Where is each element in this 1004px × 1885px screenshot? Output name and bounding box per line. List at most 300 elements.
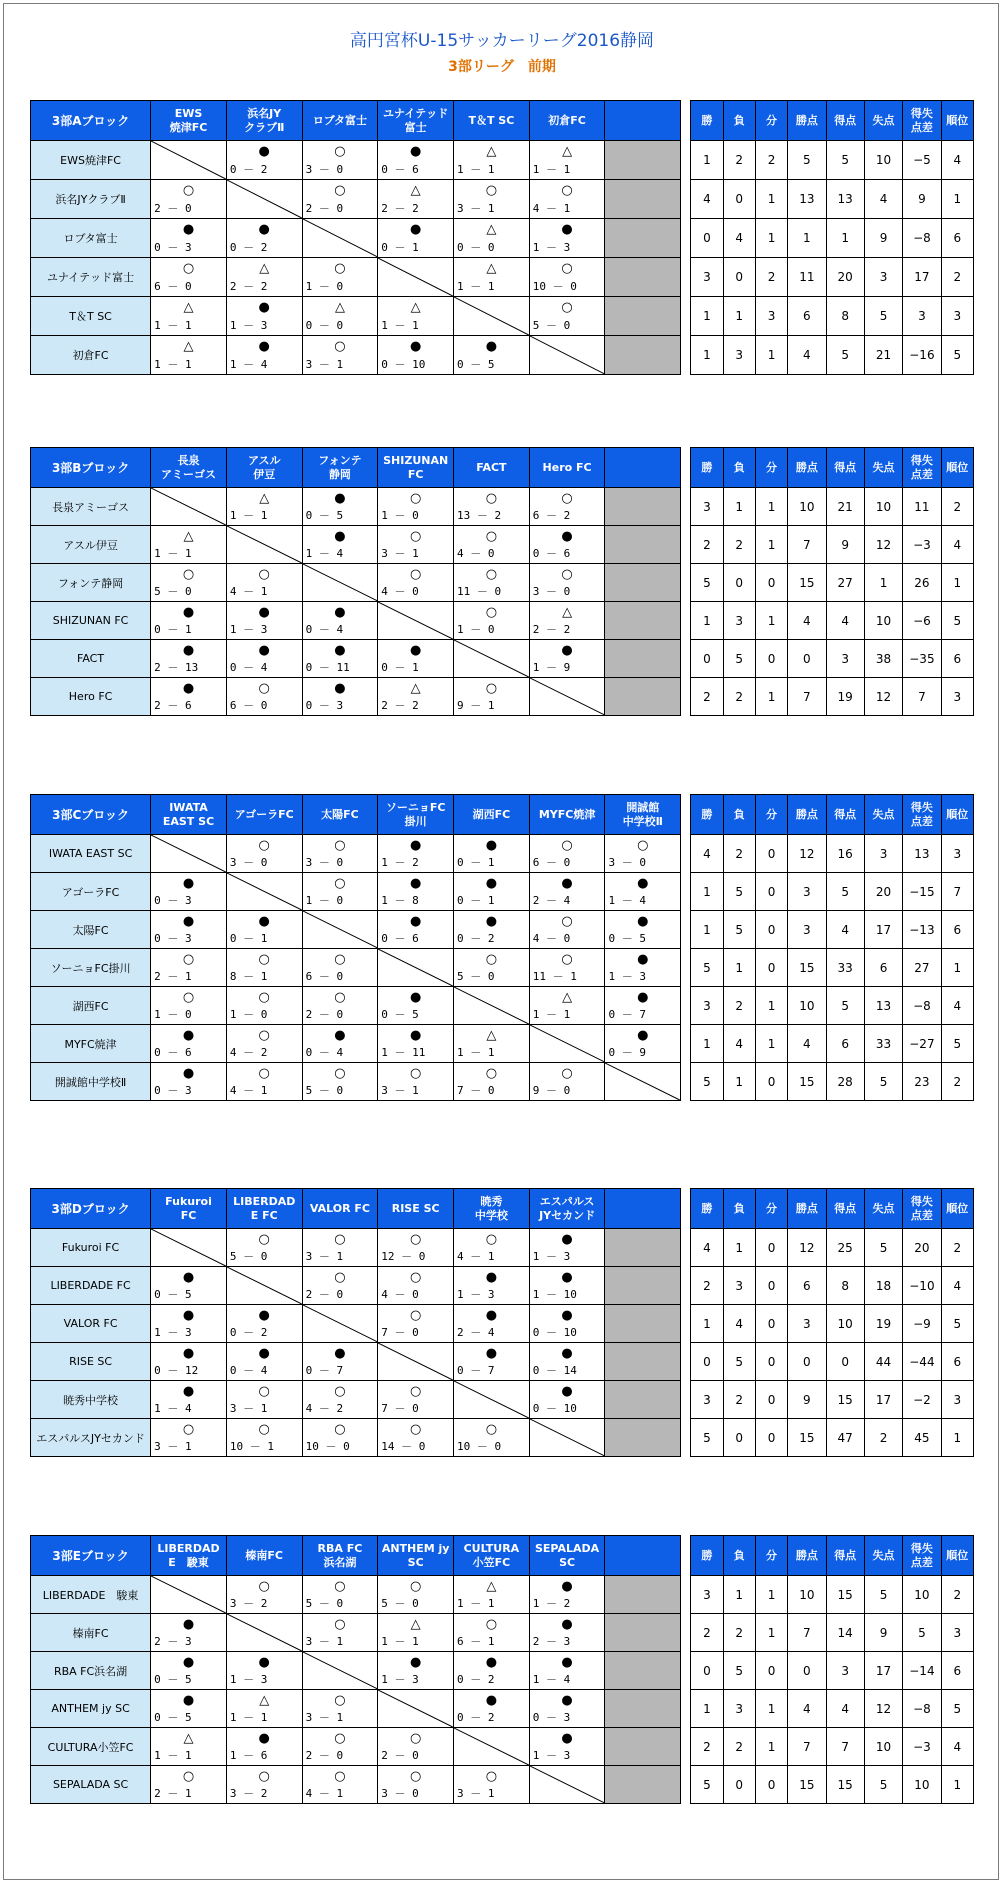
stat-header-line: 得失 — [910, 453, 933, 467]
column-gap — [681, 1343, 691, 1381]
result-mark: ● — [258, 1655, 270, 1670]
column-gap — [681, 1690, 691, 1728]
match-score: 1 － 1 — [154, 547, 192, 560]
stat-header — [755, 1536, 787, 1576]
stat-value: 5 — [691, 1419, 723, 1457]
row-team-name: フォンテ静岡 — [31, 564, 151, 602]
stat-header — [691, 795, 723, 835]
result-mark: △ — [410, 300, 421, 315]
match-result-cell — [302, 602, 378, 640]
empty-cell — [605, 1419, 681, 1457]
column-header-line: JYセカンド — [539, 1208, 596, 1222]
row-team-name: LIBERDADE 駿東 — [31, 1576, 151, 1614]
match-result-cell — [378, 1381, 454, 1419]
diagonal-cell — [151, 488, 227, 526]
result-mark: ○ — [409, 1579, 422, 1594]
match-result-cell — [302, 678, 378, 716]
stat-value: 6 — [864, 949, 902, 987]
league-table-block-1 — [30, 100, 974, 375]
result-mark: ● — [637, 990, 649, 1005]
stat-value: 1 — [941, 1766, 973, 1804]
match-score: 0 － 1 — [154, 623, 192, 636]
result-mark: ○ — [334, 261, 346, 276]
stat-value: 5 — [826, 873, 864, 911]
diagonal-cell — [302, 911, 378, 949]
column-gap — [681, 526, 691, 564]
stat-value: 5 — [941, 1690, 973, 1728]
result-mark: ○ — [485, 952, 498, 967]
stat-value: −13 — [903, 911, 941, 949]
diagonal-cell — [378, 258, 454, 297]
result-mark: ○ — [258, 1579, 270, 1594]
result-mark: ● — [334, 643, 346, 658]
match-score: 7 － 0 — [457, 1084, 495, 1097]
diagonal-cell — [454, 1728, 530, 1766]
diagonal-cell — [226, 526, 302, 564]
result-mark: ● — [182, 1346, 195, 1361]
match-result-cell — [226, 678, 302, 716]
stat-value: 7 — [788, 1614, 826, 1652]
match-result-cell — [454, 1690, 530, 1728]
stat-header — [691, 1189, 723, 1229]
column-header-line: フォンテ — [318, 453, 362, 467]
stat-value: 4 — [941, 1267, 973, 1305]
page-subtitle: 3部リーグ 前期 — [448, 59, 556, 75]
stat-header — [864, 1536, 902, 1576]
column-header-team — [302, 1536, 378, 1576]
stat-value: 0 — [755, 564, 787, 602]
diagonal-line — [605, 1063, 680, 1100]
match-result-cell — [454, 564, 530, 602]
match-score: 0 － 6 — [381, 163, 419, 176]
stat-header — [788, 795, 826, 835]
match-score: 11 － 0 — [457, 585, 502, 598]
match-score: 1 － 1 — [457, 1046, 495, 1059]
result-mark: ● — [182, 1384, 195, 1399]
stat-value: 2 — [755, 258, 787, 297]
match-result-cell — [529, 911, 605, 949]
match-result-cell — [151, 297, 227, 336]
column-header-line: ANTHEM jy — [381, 1541, 450, 1555]
column-gap — [681, 678, 691, 716]
stat-header-line: 勝点 — [795, 1548, 818, 1562]
stat-value: 5 — [864, 297, 902, 336]
result-mark: ● — [258, 222, 270, 237]
column-gap — [681, 602, 691, 640]
match-score: 1 － 0 — [305, 280, 344, 293]
table-row — [31, 1766, 974, 1804]
match-result-cell — [226, 1652, 302, 1690]
stat-value: 28 — [826, 1063, 864, 1101]
result-mark: ○ — [258, 1422, 270, 1437]
match-result-cell — [151, 1614, 227, 1652]
empty-cell — [605, 1728, 681, 1766]
column-header-line: 太陽FC — [321, 807, 359, 821]
empty-column-header — [605, 448, 681, 488]
match-result-cell — [302, 873, 378, 911]
stat-value: 12 — [788, 835, 826, 873]
match-result-cell — [226, 911, 302, 949]
result-mark: ● — [182, 681, 195, 696]
stat-value: 0 — [755, 1063, 787, 1101]
stat-header-line: 得失 — [910, 800, 933, 814]
stat-header — [788, 1189, 826, 1229]
empty-cell — [605, 336, 681, 375]
match-result-cell — [378, 141, 454, 180]
empty-cell — [605, 602, 681, 640]
match-result-cell — [226, 488, 302, 526]
match-score: 5 － 0 — [154, 585, 192, 598]
result-mark: ● — [409, 1655, 422, 1670]
result-mark: △ — [562, 605, 573, 620]
row-team-name: 湖西FC — [31, 987, 151, 1025]
column-header-team — [378, 795, 454, 835]
diagonal-cell — [302, 564, 378, 602]
stat-value: 1 — [755, 1690, 787, 1728]
match-score: 2 － 0 — [381, 1749, 419, 1762]
row-team-name: 長泉アミーゴス — [31, 488, 151, 526]
match-result-cell — [378, 678, 454, 716]
match-result-cell — [454, 219, 530, 258]
stat-value: 19 — [826, 678, 864, 716]
match-result-cell — [302, 1728, 378, 1766]
match-result-cell — [454, 1025, 530, 1063]
result-mark: ● — [258, 1346, 270, 1361]
diagonal-line — [378, 602, 453, 639]
stat-value: 0 — [755, 640, 787, 678]
stat-value: 0 — [788, 1652, 826, 1690]
stat-value: 2 — [723, 835, 755, 873]
result-mark: ○ — [182, 1422, 195, 1437]
result-mark: ● — [182, 1028, 195, 1043]
match-result-cell — [378, 987, 454, 1025]
stat-value: 1 — [755, 1576, 787, 1614]
match-score: 0 － 5 — [305, 509, 344, 522]
match-score: 3 － 1 — [305, 1635, 344, 1648]
match-score: 0 － 7 — [457, 1364, 495, 1377]
stat-value: 6 — [788, 297, 826, 336]
stat-header — [755, 1189, 787, 1229]
match-result-cell — [605, 987, 681, 1025]
match-result-cell — [151, 602, 227, 640]
result-mark: ○ — [485, 1422, 498, 1437]
stat-value: 5 — [864, 1576, 902, 1614]
stat-value: 4 — [826, 1690, 864, 1728]
stat-value: 3 — [723, 1267, 755, 1305]
stat-header-line: 順位 — [946, 460, 969, 474]
result-mark: △ — [183, 300, 194, 315]
match-score: 0 － 3 — [154, 1084, 192, 1097]
stat-value: −3 — [903, 526, 941, 564]
result-mark: ○ — [258, 567, 270, 582]
match-result-cell — [454, 1343, 530, 1381]
match-result-cell — [454, 949, 530, 987]
column-header-line: EAST SC — [162, 814, 215, 828]
stat-header-line: 点差 — [910, 120, 933, 134]
stat-value: 2 — [723, 141, 755, 180]
column-header-team — [454, 101, 530, 141]
stat-value: 4 — [941, 141, 973, 180]
stat-value: 1 — [755, 488, 787, 526]
empty-cell — [605, 678, 681, 716]
result-mark: ○ — [334, 183, 346, 198]
stat-value: 3 — [755, 297, 787, 336]
diagonal-line — [530, 678, 605, 715]
stat-header — [941, 448, 973, 488]
row-team-name: IWATA EAST SC — [31, 835, 151, 873]
match-result-cell — [529, 873, 605, 911]
block-name: 3部Bブロック — [31, 448, 151, 488]
result-mark: ● — [561, 643, 573, 658]
match-score: 9 － 1 — [457, 699, 495, 712]
result-mark: ○ — [409, 1270, 422, 1285]
result-mark: ○ — [334, 1579, 346, 1594]
match-result-cell — [226, 1229, 302, 1267]
stat-header — [903, 1189, 941, 1229]
diagonal-line — [303, 911, 378, 948]
match-score: 2 － 2 — [532, 623, 571, 636]
column-header-team — [378, 448, 454, 488]
match-score: 1 － 3 — [457, 1288, 495, 1301]
empty-cell — [605, 1267, 681, 1305]
column-header-line: 浜名JY — [247, 106, 282, 120]
stat-value: 9 — [826, 526, 864, 564]
row-team-name: 暁秀中学校 — [31, 1381, 151, 1419]
match-score: 2 － 0 — [305, 1288, 344, 1301]
stat-value: 33 — [864, 1025, 902, 1063]
diagonal-cell — [302, 1652, 378, 1690]
result-mark: ● — [637, 914, 649, 929]
diagonal-cell — [226, 180, 302, 219]
column-gap — [681, 987, 691, 1025]
match-result-cell — [529, 526, 605, 564]
stat-header-line: 順位 — [946, 113, 969, 127]
result-mark: ● — [485, 1270, 498, 1285]
result-mark: ● — [334, 529, 346, 544]
match-score: 0 － 5 — [154, 1711, 192, 1724]
match-result-cell — [151, 1381, 227, 1419]
stat-value: 12 — [864, 1690, 902, 1728]
match-result-cell — [151, 336, 227, 375]
table-row — [31, 640, 974, 678]
match-score: 0 － 2 — [457, 1711, 495, 1724]
stat-value: 17 — [864, 1652, 902, 1690]
stat-value: 4 — [723, 1025, 755, 1063]
column-header-line: E 駿東 — [168, 1555, 209, 1569]
diagonal-cell — [226, 1267, 302, 1305]
diagonal-cell — [151, 835, 227, 873]
result-mark: ● — [485, 838, 498, 853]
stat-value: 3 — [788, 873, 826, 911]
stat-header — [826, 1536, 864, 1576]
stat-header-line: 勝 — [701, 807, 713, 821]
result-mark: ○ — [334, 1384, 346, 1399]
result-mark: ● — [258, 300, 270, 315]
result-mark: ● — [258, 339, 270, 354]
stat-value: 3 — [723, 1690, 755, 1728]
stat-value: 1 — [755, 1025, 787, 1063]
result-mark: △ — [259, 1693, 270, 1708]
match-score: 0 － 2 — [229, 163, 268, 176]
result-mark: ○ — [485, 567, 498, 582]
stat-value: 3 — [691, 1576, 723, 1614]
match-result-cell — [529, 1728, 605, 1766]
row-team-name: RBA FC浜名湖 — [31, 1652, 151, 1690]
match-score: 0 － 2 — [457, 932, 495, 945]
table-row — [31, 1614, 974, 1652]
result-mark: ○ — [485, 491, 498, 506]
stat-value: 1 — [723, 949, 755, 987]
block-name: 3部Aブロック — [31, 101, 151, 141]
diagonal-line — [227, 180, 302, 218]
match-result-cell — [226, 258, 302, 297]
match-score: 2 － 0 — [154, 202, 192, 215]
result-mark: ● — [561, 1232, 573, 1247]
match-result-cell — [302, 1229, 378, 1267]
stat-value: 10 — [864, 141, 902, 180]
match-score: 1 － 3 — [229, 319, 268, 332]
result-mark: ● — [258, 144, 270, 159]
match-score: 3 － 0 — [305, 163, 344, 176]
stat-value: 3 — [723, 602, 755, 640]
match-result-cell — [529, 640, 605, 678]
match-result-cell — [151, 987, 227, 1025]
match-result-cell — [302, 640, 378, 678]
column-header-line: クラブⅡ — [244, 120, 285, 134]
match-score: 2 － 2 — [381, 202, 419, 215]
stat-value: 1 — [723, 297, 755, 336]
match-score: 0 － 5 — [457, 358, 495, 371]
stat-value: 3 — [788, 911, 826, 949]
column-header-team — [302, 448, 378, 488]
stat-header-line: 失点 — [872, 1201, 895, 1215]
match-result-cell — [226, 1728, 302, 1766]
result-mark: ○ — [409, 1731, 422, 1746]
match-score: 2 － 1 — [154, 1787, 192, 1800]
match-result-cell — [226, 1576, 302, 1614]
stat-header-line: 負 — [733, 1548, 745, 1562]
stat-value: 15 — [826, 1766, 864, 1804]
diagonal-line — [530, 1766, 605, 1803]
stat-value: 33 — [826, 949, 864, 987]
column-header-line: RBA FC — [317, 1541, 363, 1555]
diagonal-line — [227, 1614, 302, 1651]
column-header-team — [151, 1536, 227, 1576]
stat-header-line: 勝 — [701, 460, 713, 474]
stat-header-line: 勝 — [701, 1548, 713, 1562]
match-result-cell — [226, 1305, 302, 1343]
column-header-team — [151, 1189, 227, 1229]
stat-value: 1 — [723, 1229, 755, 1267]
stat-value: 3 — [788, 1305, 826, 1343]
table-row — [31, 1063, 974, 1101]
result-mark: ○ — [561, 261, 573, 276]
match-score: 0 － 1 — [381, 241, 419, 254]
empty-cell — [605, 1614, 681, 1652]
match-result-cell — [151, 1343, 227, 1381]
result-mark: ● — [485, 914, 498, 929]
stat-value: 13 — [826, 180, 864, 219]
match-result-cell — [605, 949, 681, 987]
diagonal-cell — [302, 219, 378, 258]
result-mark: ○ — [258, 952, 270, 967]
column-gap — [681, 835, 691, 873]
stat-header — [941, 1536, 973, 1576]
column-gap — [681, 911, 691, 949]
row-team-name: 初倉FC — [31, 336, 151, 375]
table-row — [31, 488, 974, 526]
result-mark: ● — [637, 952, 649, 967]
stat-header — [691, 448, 723, 488]
match-score: 1 － 1 — [154, 319, 192, 332]
stat-header — [826, 101, 864, 141]
result-mark: ● — [334, 605, 346, 620]
match-result-cell — [529, 1229, 605, 1267]
match-score: 2 － 2 — [381, 699, 419, 712]
stat-value: 7 — [788, 526, 826, 564]
stat-header — [755, 101, 787, 141]
diagonal-line — [378, 1343, 453, 1380]
match-score: 1 － 4 — [608, 894, 646, 907]
stat-header-line: 失点 — [872, 807, 895, 821]
stat-value: 6 — [941, 219, 973, 258]
stat-value: 20 — [864, 873, 902, 911]
match-result-cell — [226, 297, 302, 336]
match-score: 6 － 2 — [532, 509, 571, 522]
empty-cell — [605, 258, 681, 297]
stat-value: 9 — [864, 219, 902, 258]
stat-value: 2 — [723, 1381, 755, 1419]
stat-value: 20 — [826, 258, 864, 297]
stat-value: 9 — [903, 180, 941, 219]
stat-value: 4 — [788, 1690, 826, 1728]
stat-header-line: 負 — [733, 807, 745, 821]
stat-value: 0 — [723, 180, 755, 219]
result-mark: ○ — [485, 529, 498, 544]
match-score: 3 － 1 — [457, 1787, 495, 1800]
column-header-line: LIBERDAD — [233, 1194, 296, 1208]
row-team-name: 浜名JYクラブⅡ — [31, 180, 151, 219]
result-mark: △ — [183, 529, 194, 544]
column-gap — [681, 1766, 691, 1804]
match-score: 0 － 7 — [608, 1008, 646, 1021]
match-result-cell — [529, 835, 605, 873]
column-header-line: アスル — [247, 453, 281, 467]
diagonal-cell — [529, 1025, 605, 1063]
result-mark: ● — [561, 222, 573, 237]
result-mark: ○ — [561, 567, 573, 582]
match-result-cell — [529, 602, 605, 640]
row-team-name: VALOR FC — [31, 1305, 151, 1343]
diagonal-line — [303, 219, 378, 257]
stat-value: 10 — [864, 602, 902, 640]
stat-header-line: 得点 — [834, 113, 857, 127]
match-result-cell — [226, 564, 302, 602]
stat-value: 5 — [691, 1766, 723, 1804]
column-header-team — [529, 1536, 605, 1576]
match-score: 13 － 2 — [457, 509, 502, 522]
stat-value: 1 — [755, 987, 787, 1025]
stat-value: −35 — [903, 640, 941, 678]
match-score: 0 － 2 — [229, 1326, 268, 1339]
match-result-cell — [454, 1229, 530, 1267]
stat-value: 5 — [826, 141, 864, 180]
match-score: 1 － 1 — [532, 163, 571, 176]
stat-value: −15 — [903, 873, 941, 911]
match-score: 2 － 4 — [532, 894, 571, 907]
match-score: 1 － 3 — [608, 970, 646, 983]
stat-header — [864, 1189, 902, 1229]
